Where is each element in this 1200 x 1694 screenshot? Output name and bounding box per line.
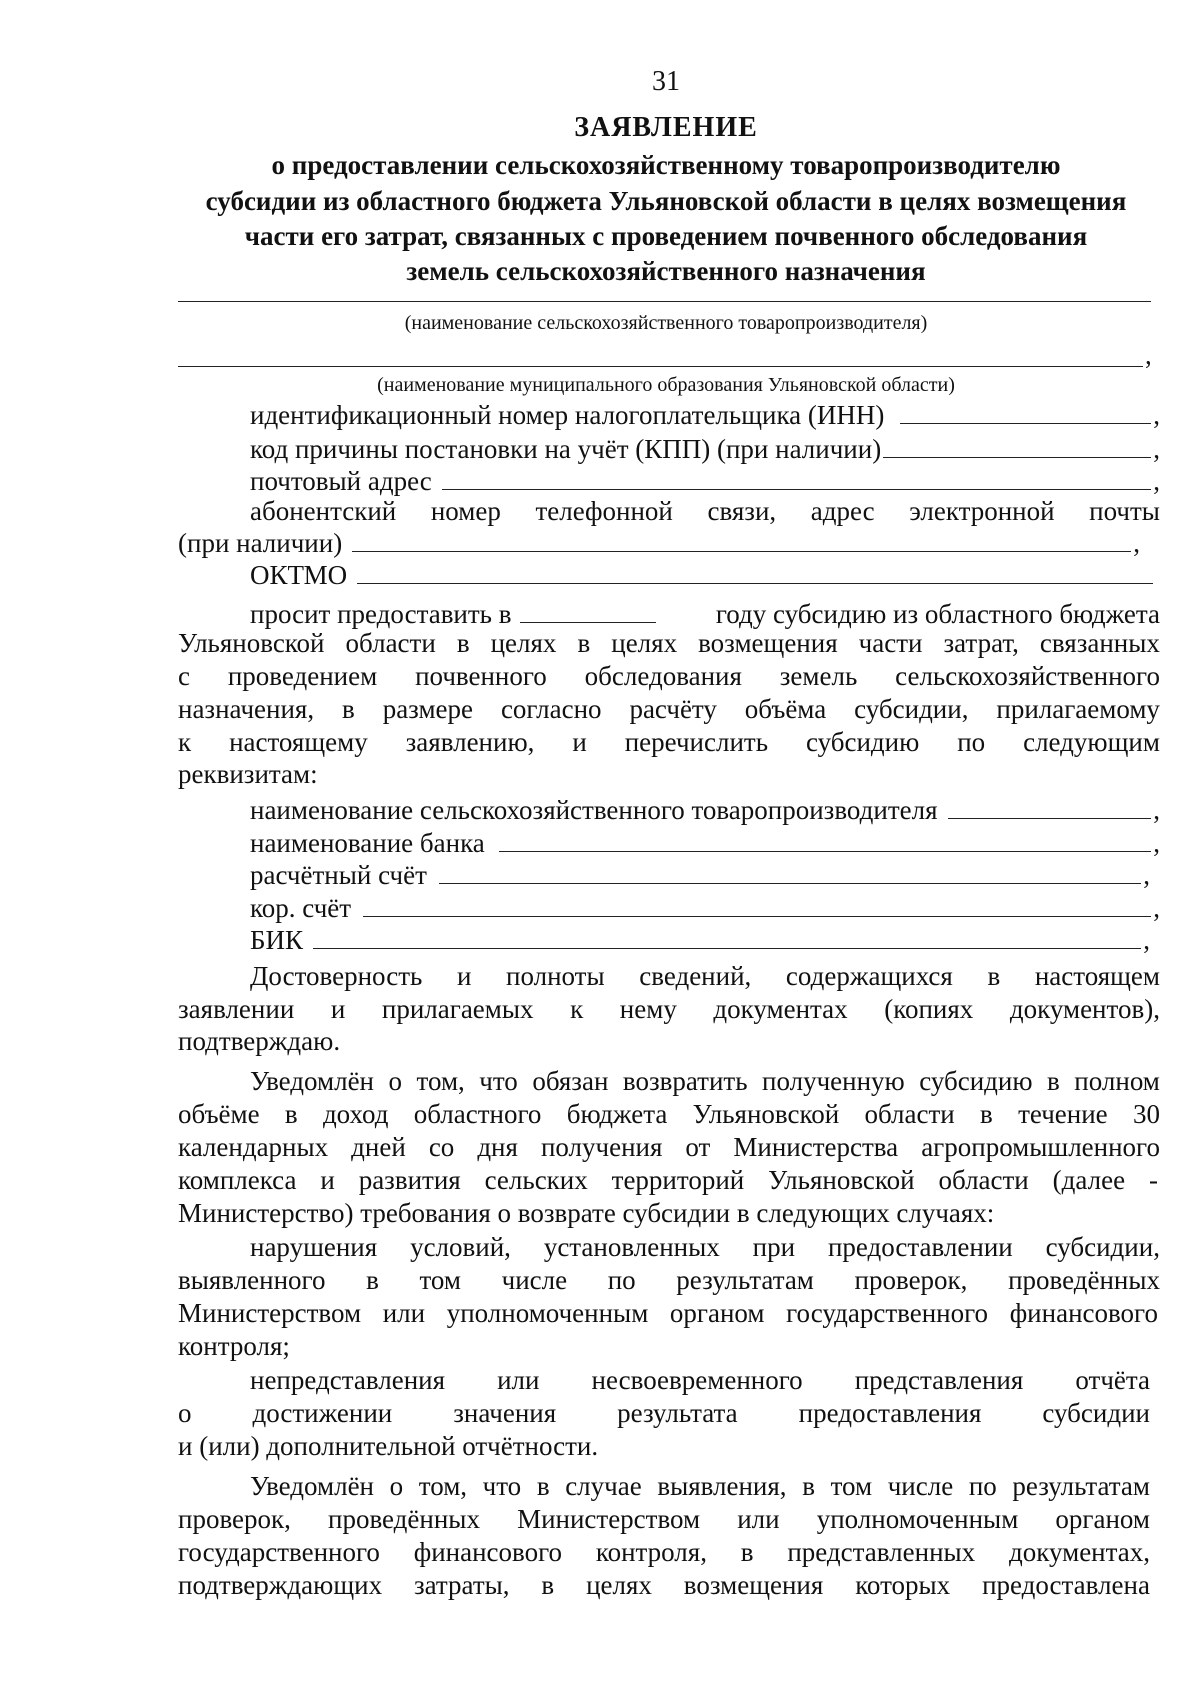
comma: , bbox=[1153, 893, 1160, 923]
word: в bbox=[366, 1265, 379, 1295]
case2-line-1 bbox=[250, 1365, 1150, 1396]
oktmo-label: ОКТМО bbox=[250, 560, 348, 590]
request-line-3 bbox=[178, 694, 1160, 725]
word: со bbox=[428, 1132, 455, 1162]
word: полном bbox=[1074, 1066, 1160, 1096]
word: прилагаемых bbox=[381, 994, 534, 1024]
word: согласно bbox=[500, 694, 602, 724]
word: том bbox=[830, 1471, 873, 1501]
word: проведением bbox=[227, 661, 378, 691]
word: и bbox=[572, 727, 587, 757]
word: части bbox=[858, 628, 923, 658]
word: в bbox=[987, 961, 1001, 991]
bank-name-field[interactable] bbox=[499, 829, 1151, 852]
word: (далее bbox=[1052, 1165, 1126, 1195]
word: полноты bbox=[506, 961, 605, 991]
word: условий, bbox=[410, 1232, 511, 1262]
page-number: 31 bbox=[652, 66, 680, 97]
word: дня bbox=[477, 1132, 518, 1162]
word: настоящем bbox=[1034, 961, 1160, 991]
case1-last-line: контроля; bbox=[178, 1331, 290, 1361]
word: том, bbox=[418, 1471, 468, 1501]
word: проверок, bbox=[854, 1265, 968, 1295]
subtitle-line-4: земель сельскохозяйственного назначения bbox=[406, 256, 926, 286]
word: следующим bbox=[1023, 727, 1160, 757]
word: субсидии, bbox=[1045, 1232, 1160, 1262]
word: по bbox=[607, 1265, 636, 1295]
word: в bbox=[802, 1471, 815, 1501]
subtitle-line-1: о предоставлении сельскохозяйственному товаропроизводителю bbox=[271, 150, 1061, 180]
word: Ульяновской bbox=[768, 1165, 915, 1195]
account-label: расчётный счёт bbox=[250, 860, 427, 890]
word: сведений, bbox=[639, 961, 752, 991]
word: субсидию bbox=[805, 727, 920, 757]
request-line-2 bbox=[178, 661, 1160, 692]
word: представления bbox=[854, 1365, 1024, 1395]
phone-cont-label: (при наличии) bbox=[178, 528, 343, 558]
word: целях bbox=[586, 1570, 652, 1600]
inn-row bbox=[250, 400, 1160, 431]
word: номер bbox=[430, 496, 501, 526]
word: Министерством bbox=[178, 1298, 362, 1328]
word: доход bbox=[322, 1099, 389, 1129]
notice1-line-4 bbox=[178, 1165, 1158, 1196]
word: календарных bbox=[178, 1132, 329, 1162]
comma: , bbox=[1153, 828, 1160, 858]
word: по bbox=[968, 1471, 997, 1501]
document-title: ЗАЯВЛЕНИЕ bbox=[574, 112, 758, 143]
notice1-line-2 bbox=[178, 1099, 1160, 1130]
word: что bbox=[482, 1471, 522, 1501]
word: заявлении bbox=[178, 994, 295, 1024]
word: бюджета bbox=[566, 1099, 668, 1129]
bank-producer-row bbox=[250, 795, 1160, 826]
word: объёме bbox=[178, 1099, 260, 1129]
kpp-row bbox=[250, 434, 1160, 465]
word: сельскохозяйственного bbox=[895, 661, 1160, 691]
subtitle-line-2: субсидии из областного бюджета Ульяновской области в целях возмещения bbox=[205, 186, 1127, 216]
word: органом bbox=[669, 1298, 765, 1328]
word: Министерства bbox=[733, 1132, 899, 1162]
word: финансового bbox=[1009, 1298, 1158, 1328]
word: числе bbox=[501, 1265, 568, 1295]
word: полученную bbox=[762, 1066, 905, 1096]
request-first-row bbox=[250, 596, 1160, 630]
word: и bbox=[456, 961, 472, 991]
word: Министерством bbox=[517, 1504, 701, 1534]
word: области bbox=[864, 1099, 955, 1129]
address-label: почтовый адрес bbox=[250, 466, 432, 496]
word: размере bbox=[382, 694, 474, 724]
bank-name-label: наименование банка bbox=[250, 828, 485, 858]
word: объёма bbox=[744, 694, 827, 724]
kpp-field[interactable] bbox=[883, 435, 1151, 458]
confirm-line-2 bbox=[178, 994, 1160, 1025]
word: о bbox=[388, 1066, 403, 1096]
word: целях bbox=[490, 628, 557, 658]
word: предоставлена bbox=[982, 1570, 1150, 1600]
word: адрес bbox=[810, 496, 875, 526]
word: - bbox=[1148, 1165, 1158, 1195]
word: или bbox=[737, 1504, 780, 1534]
municipality-caption: (наименование муниципального образования Ульяновской области) bbox=[377, 374, 955, 396]
notice1-line-1 bbox=[250, 1066, 1160, 1097]
bank-name-row bbox=[250, 828, 1160, 859]
word: нарушения bbox=[250, 1232, 378, 1262]
word: финансового bbox=[413, 1537, 562, 1567]
corr-account-field[interactable] bbox=[363, 894, 1151, 917]
word: области bbox=[938, 1165, 1029, 1195]
word: в bbox=[980, 1099, 993, 1129]
producer-caption: (наименование сельскохозяйственного товаропроизводителя) bbox=[404, 312, 928, 334]
word: обследования bbox=[584, 661, 742, 691]
word: проведённых bbox=[328, 1504, 480, 1534]
word: выявления, bbox=[657, 1471, 787, 1501]
word: результатам bbox=[676, 1265, 814, 1295]
address-row bbox=[250, 466, 1160, 497]
word: проведённых bbox=[1008, 1265, 1160, 1295]
comma: , bbox=[1143, 860, 1150, 890]
word: затрат, bbox=[943, 628, 1019, 658]
word: развития bbox=[358, 1165, 461, 1195]
word: в bbox=[456, 628, 470, 658]
word: установленных bbox=[543, 1232, 720, 1262]
word: в bbox=[1047, 1066, 1060, 1096]
word: проверок, bbox=[178, 1504, 291, 1534]
oktmo-field[interactable] bbox=[357, 561, 1153, 584]
word: получения bbox=[540, 1132, 663, 1162]
word: с bbox=[178, 661, 190, 691]
word: уполномоченным bbox=[816, 1504, 1019, 1534]
oktmo-row bbox=[250, 560, 1155, 591]
case2-last-line: и (или) дополнительной отчётности. bbox=[178, 1431, 599, 1461]
word: в bbox=[284, 1099, 298, 1129]
inn-label: идентификационный номер налогоплательщика (ИНН) bbox=[250, 400, 885, 430]
word: несвоевременного bbox=[591, 1365, 803, 1395]
word: результатам bbox=[1012, 1471, 1150, 1501]
word: значения bbox=[453, 1398, 557, 1428]
word: Достоверность bbox=[250, 961, 423, 991]
word: по bbox=[957, 727, 986, 757]
word: в bbox=[536, 1471, 550, 1501]
word: предоставлении bbox=[827, 1232, 1013, 1262]
word: возвратить bbox=[622, 1066, 748, 1096]
word: территорий bbox=[611, 1165, 745, 1195]
word: электронной bbox=[909, 496, 1055, 526]
confirm-last-line: подтверждаю. bbox=[178, 1026, 341, 1056]
word: содержащихся bbox=[785, 961, 953, 991]
word: органом bbox=[1055, 1504, 1150, 1534]
word: документов), bbox=[1009, 994, 1160, 1024]
word: перечислить bbox=[624, 727, 769, 757]
bik-field[interactable] bbox=[313, 926, 1141, 949]
word: достижении bbox=[252, 1398, 393, 1428]
word: целях bbox=[611, 628, 678, 658]
request-tail: году субсидию из областного бюджета bbox=[715, 599, 1160, 629]
corr-account-label: кор. счёт bbox=[250, 893, 352, 923]
word: дней bbox=[351, 1132, 406, 1162]
comma: , bbox=[1153, 795, 1160, 825]
word: Уведомлён bbox=[250, 1066, 375, 1096]
case2-line-2 bbox=[178, 1398, 1150, 1429]
case1-line-3 bbox=[178, 1298, 1158, 1329]
word: субсидию bbox=[919, 1066, 1033, 1096]
word: подтверждающих bbox=[178, 1570, 383, 1600]
word: случае bbox=[565, 1471, 642, 1501]
word: о bbox=[178, 1398, 192, 1428]
phone-email-field[interactable] bbox=[352, 529, 1131, 552]
word: непредставления bbox=[250, 1365, 446, 1395]
word: земель bbox=[779, 661, 858, 691]
word: представленных bbox=[787, 1537, 976, 1567]
word: том, bbox=[416, 1066, 465, 1096]
comma: , bbox=[1153, 434, 1160, 464]
word: и bbox=[320, 1165, 335, 1195]
word: субсидии bbox=[1042, 1398, 1150, 1428]
word: областного bbox=[413, 1099, 542, 1129]
word: почты bbox=[1089, 496, 1160, 526]
comma: , bbox=[1133, 528, 1140, 558]
word: возмещения bbox=[698, 628, 838, 658]
word: к bbox=[178, 727, 192, 757]
notice1-last-line: Министерство) требования о возврате субсидии в следующих случаях: bbox=[178, 1198, 995, 1228]
word: области bbox=[345, 628, 436, 658]
corr-account-row bbox=[250, 893, 1160, 924]
word: обязан bbox=[532, 1066, 609, 1096]
municipality-line[interactable] bbox=[178, 366, 1143, 367]
word: от bbox=[685, 1132, 711, 1162]
subtitle-line-3: части его затрат, связанных с проведением почвенного обследования bbox=[244, 221, 1088, 251]
word: затраты, bbox=[413, 1570, 510, 1600]
case1-line-1 bbox=[250, 1232, 1160, 1263]
word: Ульяновской bbox=[178, 628, 325, 658]
address-field[interactable] bbox=[442, 467, 1152, 490]
word: в bbox=[577, 628, 591, 658]
request-lead: просит предоставить в bbox=[250, 599, 512, 629]
word: нему bbox=[619, 994, 677, 1024]
word: к bbox=[570, 994, 584, 1024]
word: 30 bbox=[1132, 1099, 1160, 1129]
year-field[interactable] bbox=[520, 596, 656, 623]
word: что bbox=[479, 1066, 518, 1096]
word: телефонной bbox=[535, 496, 673, 526]
word: абонентский bbox=[250, 496, 397, 526]
inn-field[interactable] bbox=[900, 401, 1151, 424]
notice2-line-1 bbox=[250, 1471, 1150, 1502]
word: в bbox=[740, 1537, 754, 1567]
word: числе bbox=[887, 1471, 954, 1501]
word: настоящему bbox=[229, 727, 368, 757]
word: о bbox=[389, 1471, 404, 1501]
word: расчёту bbox=[629, 694, 717, 724]
word: уполномоченным bbox=[446, 1298, 649, 1328]
word: государственного bbox=[178, 1537, 380, 1567]
request-last-line: реквизитам: bbox=[178, 759, 318, 789]
word: заявлению, bbox=[405, 727, 535, 757]
word: предоставления bbox=[798, 1398, 982, 1428]
word: агропромышленного bbox=[921, 1132, 1160, 1162]
notice2-line-4 bbox=[178, 1570, 1150, 1601]
account-field[interactable] bbox=[439, 861, 1141, 884]
account-row bbox=[250, 860, 1150, 891]
word: в bbox=[342, 694, 355, 724]
word: назначения, bbox=[178, 694, 315, 724]
request-line-4 bbox=[178, 727, 1160, 758]
kpp-label: код причины постановки на учёт (КПП) (при наличии) bbox=[250, 434, 882, 464]
comma: , bbox=[1145, 340, 1152, 370]
case1-line-2 bbox=[178, 1265, 1160, 1296]
word: течение bbox=[1018, 1099, 1108, 1129]
comma: , bbox=[1153, 400, 1160, 430]
word: Уведомлён bbox=[250, 1471, 375, 1501]
bik-label: БИК bbox=[250, 925, 304, 955]
word: сельских bbox=[484, 1165, 588, 1195]
word: документах, bbox=[1009, 1537, 1150, 1567]
phone-continuation-row bbox=[178, 528, 1140, 559]
word: отчёта bbox=[1075, 1365, 1150, 1395]
word: при bbox=[752, 1232, 796, 1262]
word: Ульяновской bbox=[692, 1099, 840, 1129]
confirm-line-1 bbox=[250, 961, 1160, 992]
phone-row bbox=[250, 496, 1160, 527]
word: выявленного bbox=[178, 1265, 326, 1295]
word: почвенного bbox=[415, 661, 547, 691]
word: контроля, bbox=[595, 1537, 707, 1567]
bank-producer-label: наименование сельскохозяйственного товаропроизводителя bbox=[250, 795, 938, 825]
word: комплекса bbox=[178, 1165, 297, 1195]
word: результата bbox=[617, 1398, 738, 1428]
word: и bbox=[330, 994, 346, 1024]
word: том bbox=[419, 1265, 461, 1295]
word: связи, bbox=[707, 496, 777, 526]
bik-row bbox=[250, 925, 1150, 956]
notice2-line-3 bbox=[178, 1537, 1150, 1568]
word: или bbox=[497, 1365, 540, 1395]
word: которых bbox=[855, 1570, 951, 1600]
word: в bbox=[541, 1570, 555, 1600]
word: возмещения bbox=[683, 1570, 824, 1600]
bank-producer-field[interactable] bbox=[948, 796, 1152, 819]
word: прилагаемому bbox=[996, 694, 1160, 724]
word: субсидии, bbox=[854, 694, 969, 724]
producer-name-line[interactable] bbox=[178, 301, 1151, 302]
comma: , bbox=[1153, 466, 1160, 496]
comma: , bbox=[1143, 925, 1150, 955]
notice1-line-3 bbox=[178, 1132, 1160, 1163]
word: (копиях bbox=[884, 994, 974, 1024]
word: или bbox=[382, 1298, 426, 1328]
notice2-line-2 bbox=[178, 1504, 1150, 1535]
word: государственного bbox=[786, 1298, 989, 1328]
word: документах bbox=[713, 994, 848, 1024]
request-line-1 bbox=[178, 628, 1160, 659]
word: связанных bbox=[1039, 628, 1160, 658]
